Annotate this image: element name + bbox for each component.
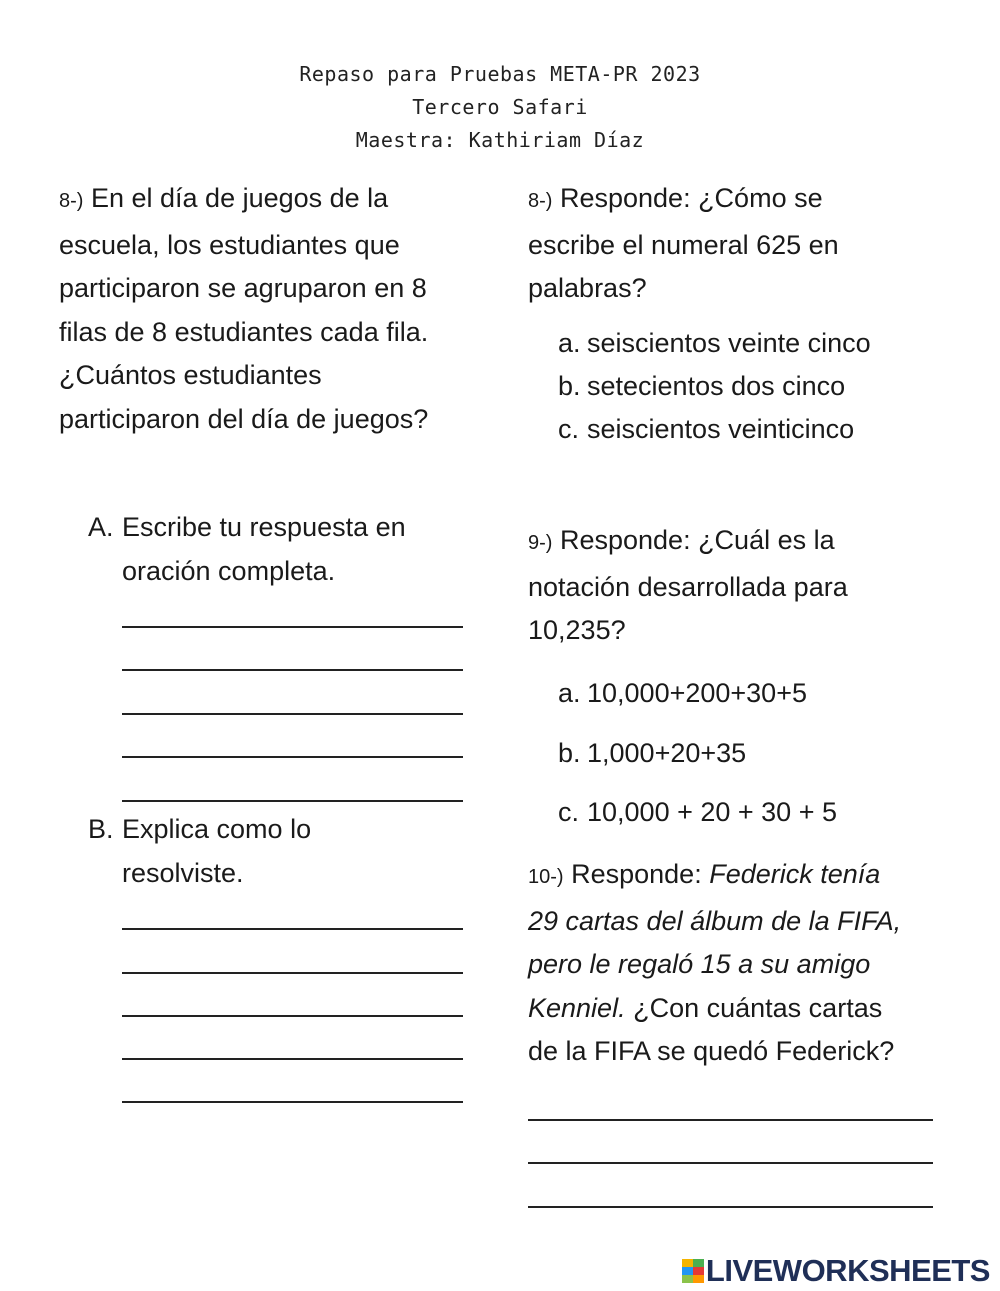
part-a bbox=[88, 505, 462, 593]
option-text: setecientos dos cinco bbox=[587, 371, 846, 401]
question-text-line: participaron del día de juegos? bbox=[59, 403, 429, 434]
question-text-line: escribe el numeral 625 en bbox=[528, 229, 839, 260]
question-number: 10-) bbox=[528, 866, 564, 888]
question-text: ¿Con cuántas cartas bbox=[633, 992, 883, 1023]
question-text-line: ¿Cuántos estudiantes bbox=[59, 360, 322, 390]
answer-line-a5[interactable] bbox=[122, 800, 463, 802]
liveworksheets-logo-text: LIVEWORKSHEETS bbox=[705, 1253, 990, 1288]
header-class: Tercero Safari bbox=[412, 95, 588, 119]
question-text-line: participaron se agruparon en 8 bbox=[59, 273, 427, 303]
question-text-line: escuela, los estudiantes que bbox=[59, 229, 400, 260]
option-letter: a. bbox=[558, 678, 581, 708]
question-8-right bbox=[528, 177, 958, 311]
question-9 bbox=[528, 519, 958, 653]
answer-line-a1[interactable] bbox=[122, 626, 463, 628]
option-c[interactable] bbox=[558, 783, 837, 843]
header-teacher: Maestra: Kathiriam Díaz bbox=[355, 128, 645, 152]
option-c[interactable] bbox=[558, 408, 871, 451]
question-italic: pero le regaló 15 a su amigo bbox=[528, 949, 871, 979]
answer-line-a2[interactable] bbox=[122, 669, 463, 671]
question-text-line: filas de 8 estudiantes cada fila. bbox=[59, 316, 429, 347]
question-text-line: 10,235? bbox=[528, 615, 626, 645]
question-number: 9-) bbox=[528, 532, 553, 554]
answer-line-b3[interactable] bbox=[122, 1015, 463, 1017]
part-b-text: Explica como lo resolviste. bbox=[122, 814, 312, 888]
question-italic: Federick tenía bbox=[709, 859, 881, 889]
question-italic: 29 cartas del álbum de la FIFA, bbox=[528, 905, 902, 936]
answer-line-10-2[interactable] bbox=[528, 1162, 933, 1164]
answer-line-b2[interactable] bbox=[122, 972, 463, 974]
question-text-line: Responde: ¿Cuál es la bbox=[559, 525, 835, 555]
answer-line-b1[interactable] bbox=[122, 928, 463, 930]
answer-line-10-1[interactable] bbox=[528, 1119, 933, 1121]
option-letter: c. bbox=[558, 797, 580, 827]
header-title: Repaso para Pruebas META-PR 2023 bbox=[299, 62, 701, 86]
option-a[interactable] bbox=[558, 664, 837, 724]
liveworksheets-logo bbox=[682, 1253, 990, 1289]
answer-line-b5[interactable] bbox=[122, 1101, 463, 1103]
question-8-options bbox=[558, 322, 871, 451]
question-text-line: de la FIFA se quedó Federick? bbox=[528, 1036, 895, 1066]
answer-line-b4[interactable] bbox=[122, 1058, 463, 1060]
option-text: 1,000+20+35 bbox=[587, 737, 747, 768]
question-8-left bbox=[59, 177, 489, 441]
question-text-line: palabras? bbox=[528, 273, 647, 303]
option-b[interactable] bbox=[558, 365, 871, 408]
option-text: 10,000 + 20 + 30 + 5 bbox=[587, 797, 837, 827]
answer-line-a4[interactable] bbox=[122, 756, 463, 758]
option-text: 10,000+200+30+5 bbox=[587, 678, 807, 708]
option-letter: b. bbox=[558, 737, 581, 768]
question-text-line: notación desarrollada para bbox=[528, 571, 848, 602]
liveworksheets-logo-icon bbox=[682, 1259, 704, 1283]
worksheet-header bbox=[0, 58, 1000, 157]
option-b[interactable] bbox=[558, 724, 837, 784]
option-letter: a. bbox=[558, 328, 581, 358]
part-b bbox=[88, 807, 352, 895]
option-letter: c. bbox=[558, 414, 580, 444]
question-9-options bbox=[558, 664, 837, 843]
question-text-line: En el día de juegos de la bbox=[90, 183, 389, 213]
question-text-line: Responde: ¿Cómo se bbox=[559, 183, 823, 213]
option-a[interactable] bbox=[558, 322, 871, 365]
option-text: seiscientos veinticinco bbox=[587, 414, 855, 444]
question-number: 8-) bbox=[59, 190, 84, 212]
question-prefix: Responde: bbox=[571, 859, 702, 889]
part-a-letter: A. bbox=[88, 512, 114, 542]
part-b-letter: B. bbox=[88, 814, 114, 844]
question-italic: Kenniel. bbox=[528, 992, 626, 1023]
part-a-text: Escribe tu respuesta en oración completa. bbox=[122, 512, 406, 586]
option-letter: b. bbox=[558, 371, 581, 401]
answer-line-10-3[interactable] bbox=[528, 1206, 933, 1208]
answer-line-a3[interactable] bbox=[122, 713, 463, 715]
question-number: 8-) bbox=[528, 190, 553, 212]
option-text: seiscientos veinte cinco bbox=[587, 328, 871, 358]
question-10 bbox=[528, 853, 968, 1074]
